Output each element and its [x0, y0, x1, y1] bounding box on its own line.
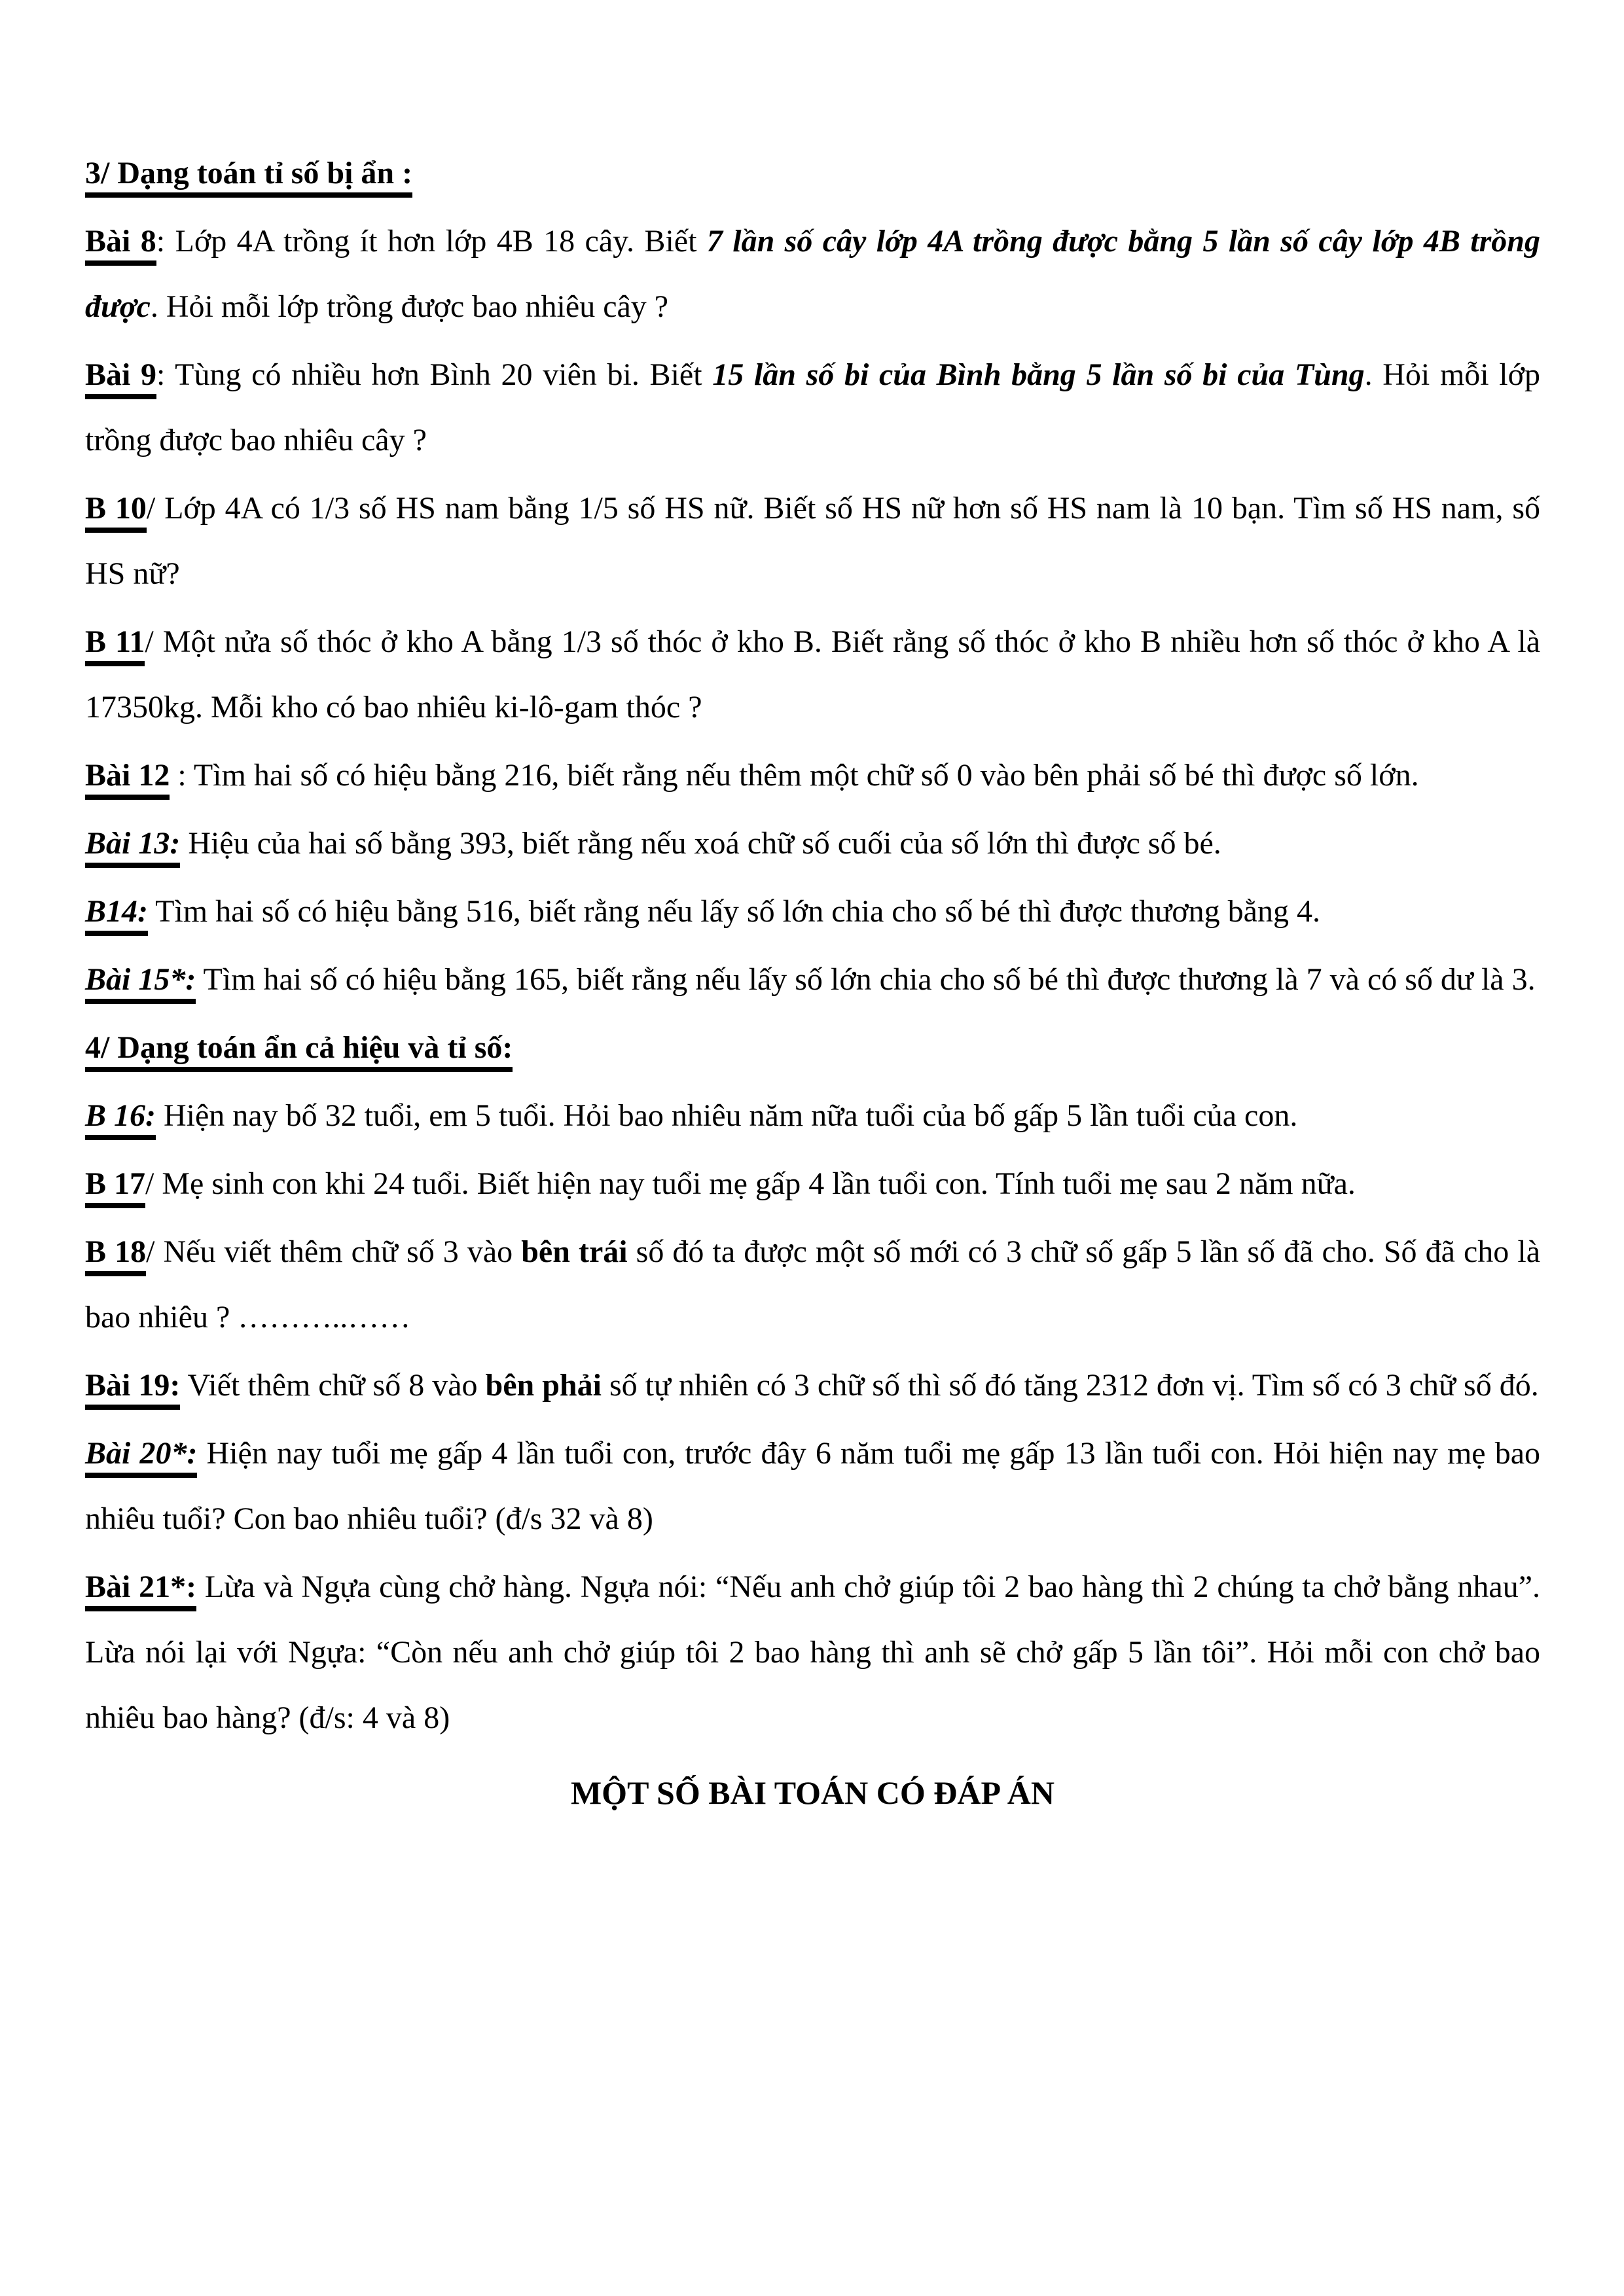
text-segment: : Tùng có nhiều hơn Bình 20 viên bi. Biết [156, 357, 713, 392]
problem-label: B 10 [85, 491, 147, 533]
text-segment: / Mẹ sinh con khi 24 tuổi. Biết hiện nay tuổi mẹ gấp 4 lần tuổi con. Tính tuổi mẹ sau 2 năm nữa. [145, 1166, 1356, 1201]
problem-label: Bài 15*: [85, 962, 196, 1004]
text-segment: Hiện nay tuổi mẹ gấp 4 lần tuổi con, trước đây 6 năm tuổi mẹ gấp 13 lần tuổi con. Hỏi hiện nay mẹ bao nhiêu tuổi? Con bao nhiêu tuổi? (đ/s 32 và 8) [85, 1436, 1541, 1536]
problem-paragraph [85, 1083, 1540, 1149]
text-segment: số đó ta được một số mới có 3 chữ số gấp 5 lần số đã cho. Số đã cho là bao nhiêu ? ………..…… [85, 1234, 1540, 1335]
problem-paragraph [85, 342, 1540, 473]
problem-label: Bài 19: [85, 1368, 180, 1410]
problem-paragraph [85, 1353, 1540, 1418]
problem-label: B 11 [85, 624, 145, 666]
problem-paragraph [85, 476, 1540, 607]
problem-paragraph [85, 879, 1540, 944]
text-segment: / Một nửa số thóc ở kho A bằng 1/3 số thóc ở kho B. Biết rằng số thóc ở kho B nhiều hơn số thóc ở kho A là 17350kg. Mỗi kho có bao nhiêu ki-lô-gam thóc ? [85, 624, 1540, 725]
problem-label: Bài 12 [85, 758, 170, 800]
text-segment: Hiệu của hai số bằng 393, biết rằng nếu xoá chữ số cuối của số lớn thì được số bé. [180, 826, 1221, 861]
problem-label: B14: [85, 894, 148, 936]
section-heading-text: 4/ Dạng toán ẩn cả hiệu và tỉ số: [85, 1030, 513, 1072]
text-segment: 15 lần số bi của Bình bằng 5 lần số bi của Tùng [712, 357, 1365, 392]
text-segment: . Hỏi mỗi lớp trồng được bao nhiêu cây ? [85, 357, 1541, 457]
problem-paragraph [85, 947, 1540, 1013]
text-segment: Lừa và Ngựa cùng chở hàng. Ngựa nói: “Nếu anh chở giúp tôi 2 bao hàng thì 2 chúng ta chở bằng nhau”. Lừa nói lại với Ngựa: “Còn nếu anh chở giúp tôi 2 bao hàng thì anh sẽ chở gấp 5 lần tôi”. Hỏi mỗi con chở bao nhiêu bao hàng? (đ/s: 4 và 8) [85, 1570, 1541, 1735]
text-segment: Viết thêm chữ số 8 vào [180, 1368, 486, 1403]
problem-label: Bài 9 [85, 357, 156, 399]
problem-paragraph [85, 811, 1540, 876]
problem-label: Bài 21*: [85, 1570, 196, 1611]
text-segment: . Hỏi mỗi lớp trồng được bao nhiêu cây ? [150, 289, 669, 324]
section-heading [85, 141, 1540, 206]
problem-label: Bài 13: [85, 826, 180, 868]
problem-label: B 16: [85, 1098, 156, 1140]
section-heading [85, 1015, 1540, 1081]
problem-paragraph [85, 1151, 1540, 1217]
problem-label: B 17 [85, 1166, 145, 1208]
text-segment: Tìm hai số có hiệu bằng 165, biết rằng nếu lấy số lớn chia cho số bé thì được thương là 7 và có số dư là 3. [196, 962, 1536, 997]
problem-paragraph [85, 743, 1540, 808]
text-segment: / Nếu viết thêm chữ số 3 vào [146, 1234, 522, 1269]
section-heading-text: 3/ Dạng toán tỉ số bị ẩn : [85, 156, 412, 198]
text-segment: bên trái [521, 1234, 628, 1269]
problem-paragraph [85, 1421, 1540, 1552]
problem-label: B 18 [85, 1234, 146, 1276]
document-body [85, 141, 1540, 1751]
problem-paragraph [85, 1554, 1540, 1751]
text-segment: 7 lần số cây lớp 4A trồng được bằng 5 lần số cây lớp 4B trồng được [85, 224, 1540, 324]
text-segment: / Lớp 4A có 1/3 số HS nam bằng 1/5 số HS nữ. Biết số HS nữ hơn số HS nam là 10 bạn. Tìm số HS nam, số HS nữ? [85, 491, 1540, 591]
problem-paragraph [85, 209, 1540, 340]
text-segment: Tìm hai số có hiệu bằng 516, biết rằng nếu lấy số lớn chia cho số bé thì được thương bằng 4. [148, 894, 1320, 929]
problem-label: Bài 20*: [85, 1436, 197, 1478]
problem-paragraph [85, 1219, 1540, 1350]
text-segment: bên phải [485, 1368, 602, 1403]
problem-label: Bài 8 [85, 224, 156, 266]
text-segment: : Lớp 4A trồng ít hơn lớp 4B 18 cây. Biết [156, 224, 707, 259]
text-segment: : Tìm hai số có hiệu bằng 216, biết rằng nếu thêm một chữ số 0 vào bên phải số bé thì được số lớn. [170, 758, 1419, 793]
text-segment: Hiện nay bố 32 tuổi, em 5 tuổi. Hỏi bao nhiêu năm nữa tuổi của bố gấp 5 lần tuổi của con. [156, 1098, 1298, 1133]
problem-paragraph [85, 609, 1540, 740]
text-segment: số tự nhiên có 3 chữ số thì số đó tăng 2312 đơn vị. Tìm số có 3 chữ số đó. [601, 1368, 1539, 1403]
footer-heading: MỘT SỐ BÀI TOÁN CÓ ĐÁP ÁN [570, 1774, 1055, 1811]
